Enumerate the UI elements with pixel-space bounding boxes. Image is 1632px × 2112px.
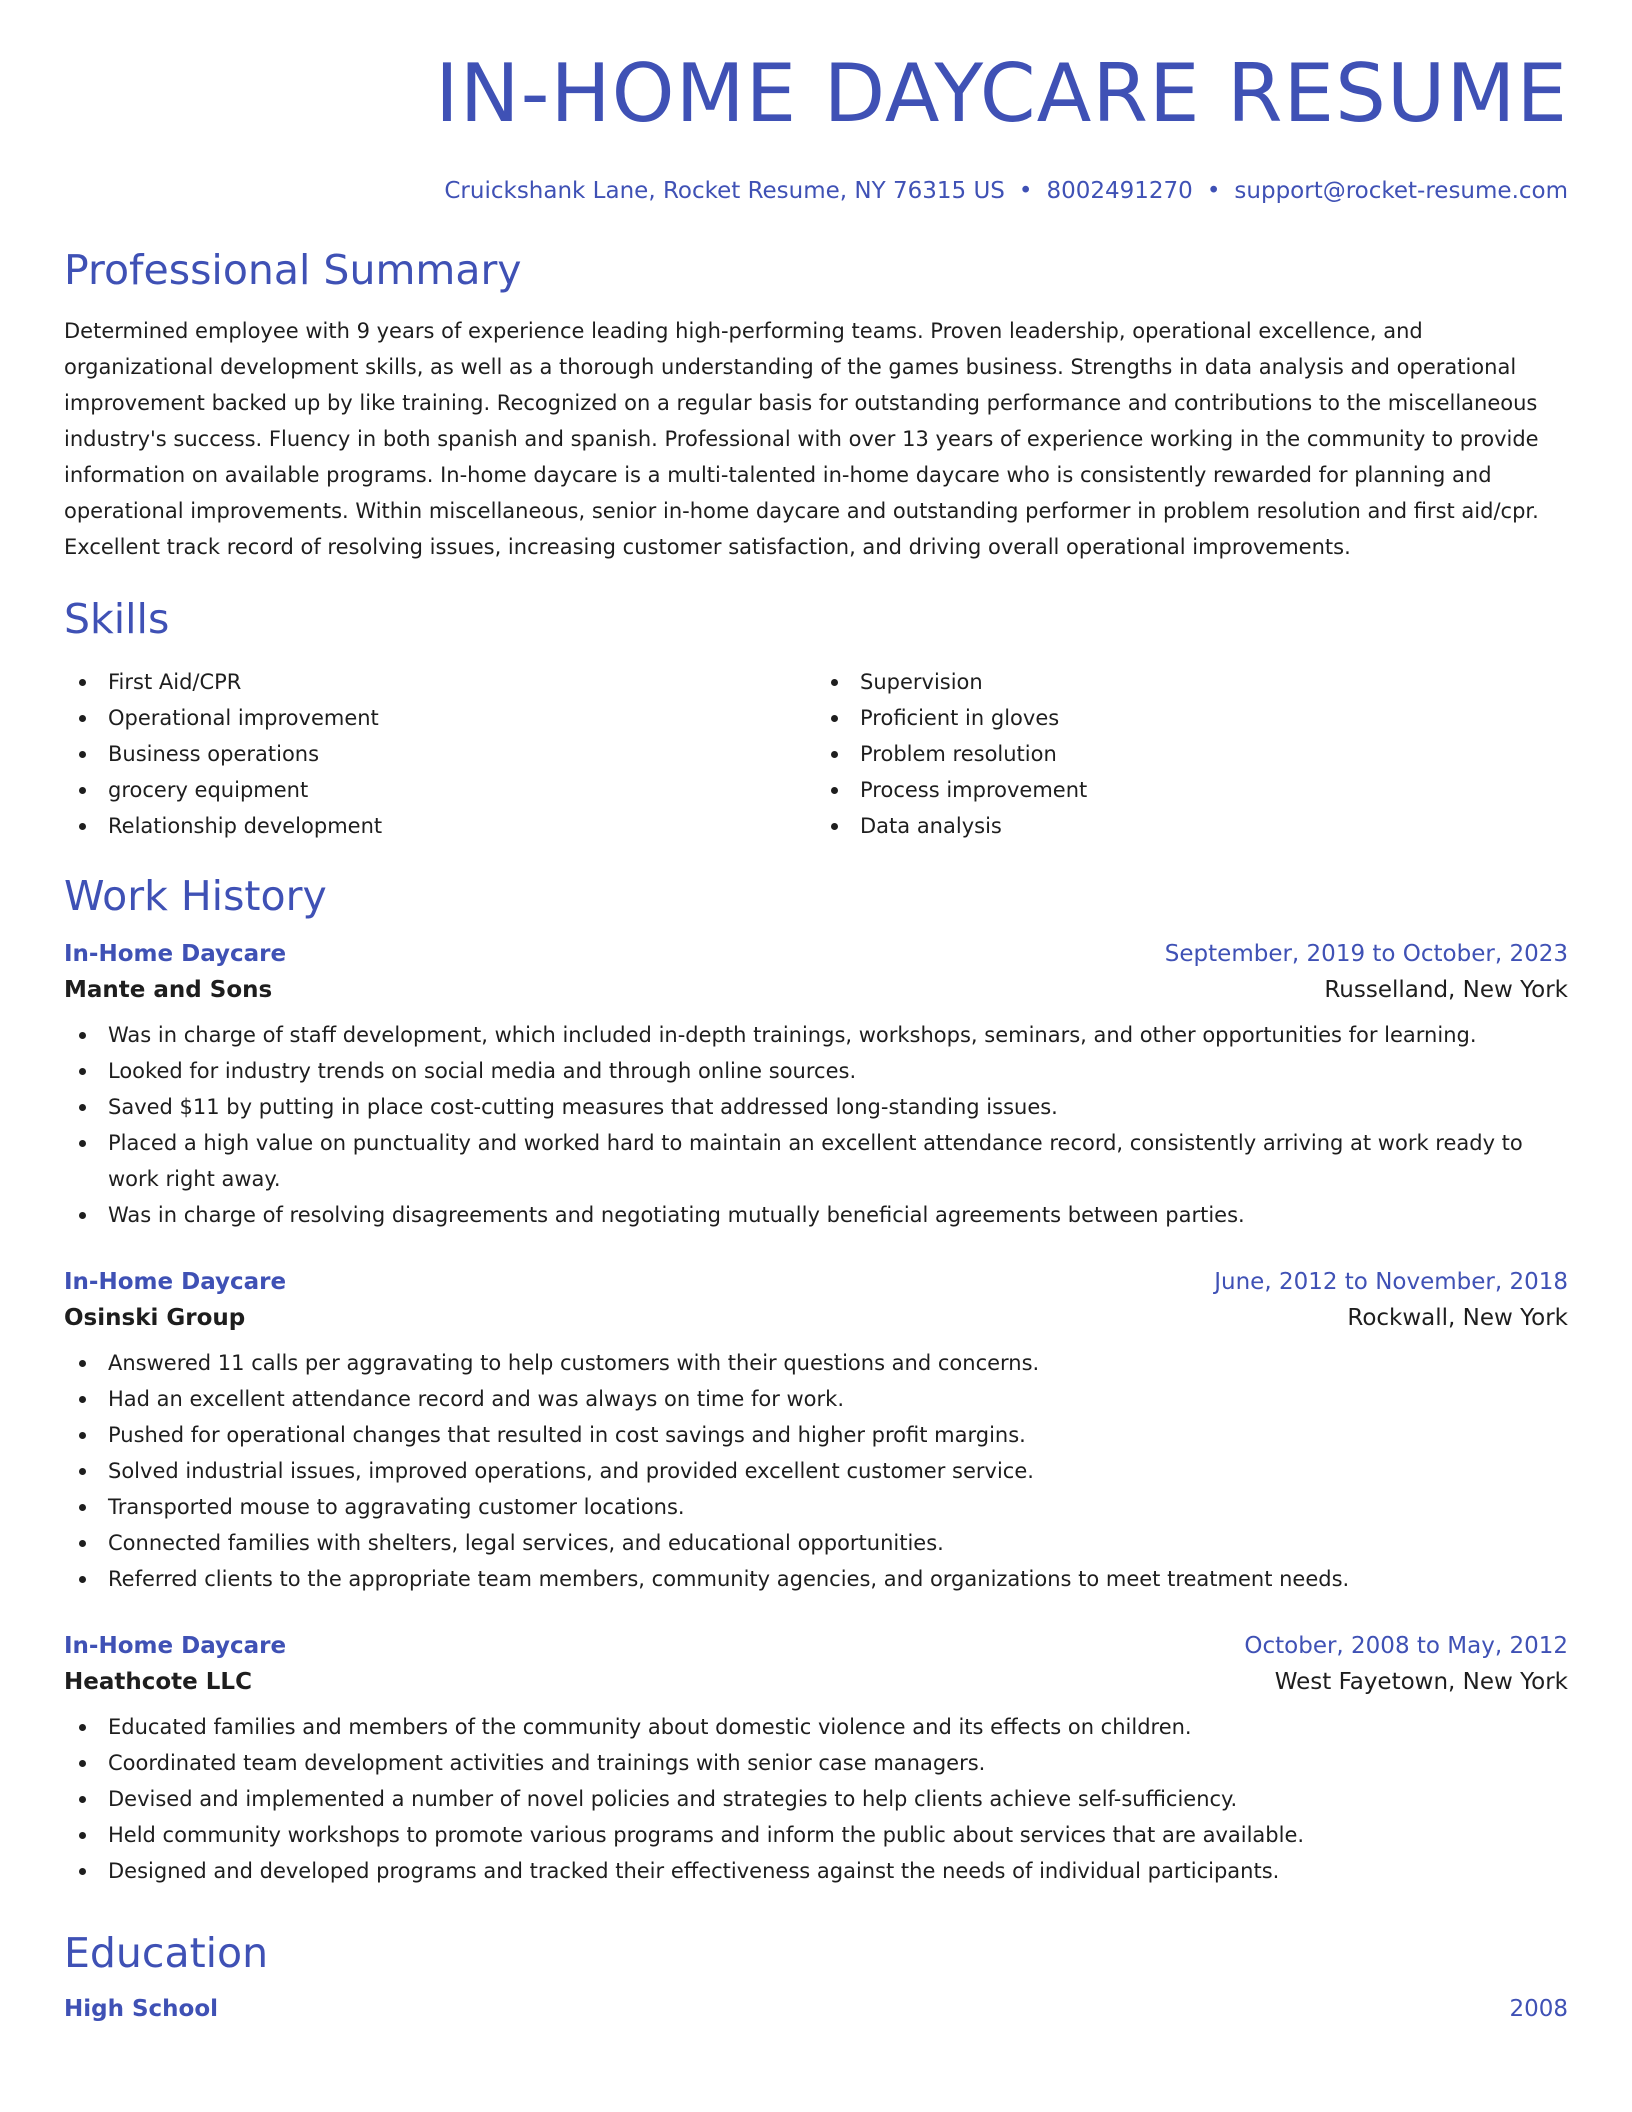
job-entry — [64, 941, 1568, 1233]
summary-heading: Professional Summary — [64, 245, 522, 294]
job-title-row — [64, 1269, 1568, 1295]
job-duty-item: Designed and developed programs and tracked their effectiveness against the needs of individual participants. — [64, 1853, 1568, 1889]
job-title: In-Home Daycare — [64, 1633, 287, 1660]
job-duty-item: Referred clients to the appropriate team members, community agencies, and organizations to meet treatment needs. — [64, 1561, 1568, 1597]
skill-item: grocery equipment — [64, 772, 816, 808]
skill-item: Operational improvement — [64, 700, 816, 736]
job-duty-item: Coordinated team development activities and trainings with senior case managers. — [64, 1745, 1568, 1781]
job-duty-item: Held community workshops to promote various programs and inform the public about services that are available. — [64, 1817, 1568, 1853]
job-duty-item: Was in charge of staff development, which included in-depth trainings, workshops, seminars, and other opportunities for learning. — [64, 1017, 1568, 1053]
job-title-row — [64, 941, 1568, 967]
job-entry — [64, 1269, 1568, 1597]
skill-item: Relationship development — [64, 808, 816, 844]
job-title: In-Home Daycare — [64, 1269, 287, 1296]
education-degree: High School — [64, 1996, 219, 2023]
job-company: Osinski Group — [64, 1305, 246, 1332]
skill-item: Business operations — [64, 736, 816, 772]
skills-right-list — [816, 664, 1568, 844]
contact-separator: • — [1018, 178, 1033, 204]
job-duty-item: Placed a high value on punctuality and worked hard to maintain an excellent attendance record, consistently arriving at work ready to work right away. — [64, 1125, 1568, 1197]
job-location: Russelland, New York — [1324, 977, 1568, 1004]
summary-text: Determined employee with 9 years of experience leading high-performing teams. Proven leadership, operational excellence, and organizational development skills, as well as a thorough understanding of the games business. Strengths in data analysis and operational improvement backed up by like training. Recognized on a regular basis for outstanding performance and contributions to the miscellaneous industry's success. Fluency in both spanish and spanish. Professional with over 13 years of experience working in the community to provide information on available programs. In-home daycare is a multi-talented in-home daycare who is consistently rewarded for planning and operational improvements. Within miscellaneous, senior in-home daycare and outstanding performer in problem resolution and first aid/cpr. Excellent track record of resolving issues, increasing customer satisfaction, and driving overall operational improvements. — [64, 318, 1539, 559]
job-company: Heathcote LLC — [64, 1669, 252, 1696]
education-heading: Education — [64, 1929, 269, 1978]
contact-line — [64, 178, 1568, 206]
work-history-section — [64, 872, 1568, 1889]
work-history-heading: Work History — [64, 871, 327, 920]
job-duty-item: Was in charge of resolving disagreements and negotiating mutually beneficial agreements between parties. — [64, 1197, 1568, 1233]
job-duty-item: Pushed for operational changes that resulted in cost savings and higher profit margins. — [64, 1417, 1568, 1453]
job-duties-list — [64, 1017, 1568, 1233]
education-row — [64, 1996, 1568, 2022]
job-company: Mante and Sons — [64, 977, 273, 1004]
contact-separator: • — [1206, 178, 1221, 204]
summary-section — [64, 246, 1568, 565]
job-duty-item: Transported mouse to aggravating customer locations. — [64, 1489, 1568, 1525]
education-year: 2008 — [1509, 1996, 1568, 2023]
skills-heading: Skills — [64, 594, 170, 643]
job-location: Rockwall, New York — [1347, 1305, 1568, 1332]
skill-item: Supervision — [816, 664, 1568, 700]
skill-item: Process improvement — [816, 772, 1568, 808]
job-company-row — [64, 977, 1568, 1003]
skill-item: Proficient in gloves — [816, 700, 1568, 736]
job-company-row — [64, 1669, 1568, 1695]
job-title: In-Home Daycare — [64, 941, 287, 968]
contact-email: support@rocket-resume.com — [1234, 178, 1568, 204]
resume-name: IN-HOME DAYCARE RESUME — [435, 47, 1568, 140]
job-duties-list — [64, 1709, 1568, 1889]
skill-item: Problem resolution — [816, 736, 1568, 772]
job-duty-item: Solved industrial issues, improved operations, and provided excellent customer service. — [64, 1453, 1568, 1489]
job-duty-item: Answered 11 calls per aggravating to help customers with their questions and concerns. — [64, 1345, 1568, 1381]
job-duty-item: Devised and implemented a number of novel policies and strategies to help clients achieve self-sufficiency. — [64, 1781, 1568, 1817]
job-duty-item: Looked for industry trends on social media and through online sources. — [64, 1053, 1568, 1089]
job-duty-item: Saved $11 by putting in place cost-cutting measures that addressed long-standing issues. — [64, 1089, 1568, 1125]
skills-section — [64, 595, 1568, 844]
job-dates: September, 2019 to October, 2023 — [1164, 941, 1568, 968]
job-title-row — [64, 1633, 1568, 1659]
contact-address: Cruickshank Lane, Rocket Resume, NY 76315 US — [444, 178, 1005, 204]
skills-columns — [64, 664, 1568, 844]
job-duties-list — [64, 1345, 1568, 1597]
resume-header — [64, 0, 1568, 206]
job-location: West Fayetown, New York — [1274, 1669, 1568, 1696]
job-company-row — [64, 1305, 1568, 1331]
education-section — [64, 1929, 1568, 2022]
job-duty-item: Had an excellent attendance record and was always on time for work. — [64, 1381, 1568, 1417]
contact-phone: 8002491270 — [1046, 178, 1193, 204]
skills-left-list — [64, 664, 816, 844]
job-entry — [64, 1633, 1568, 1889]
skill-item: Data analysis — [816, 808, 1568, 844]
skill-item: First Aid/CPR — [64, 664, 816, 700]
job-duty-item: Educated families and members of the community about domestic violence and its effects on children. — [64, 1709, 1568, 1745]
job-duty-item: Connected families with shelters, legal services, and educational opportunities. — [64, 1525, 1568, 1561]
job-dates: October, 2008 to May, 2012 — [1244, 1633, 1568, 1660]
job-dates: June, 2012 to November, 2018 — [1214, 1269, 1568, 1296]
